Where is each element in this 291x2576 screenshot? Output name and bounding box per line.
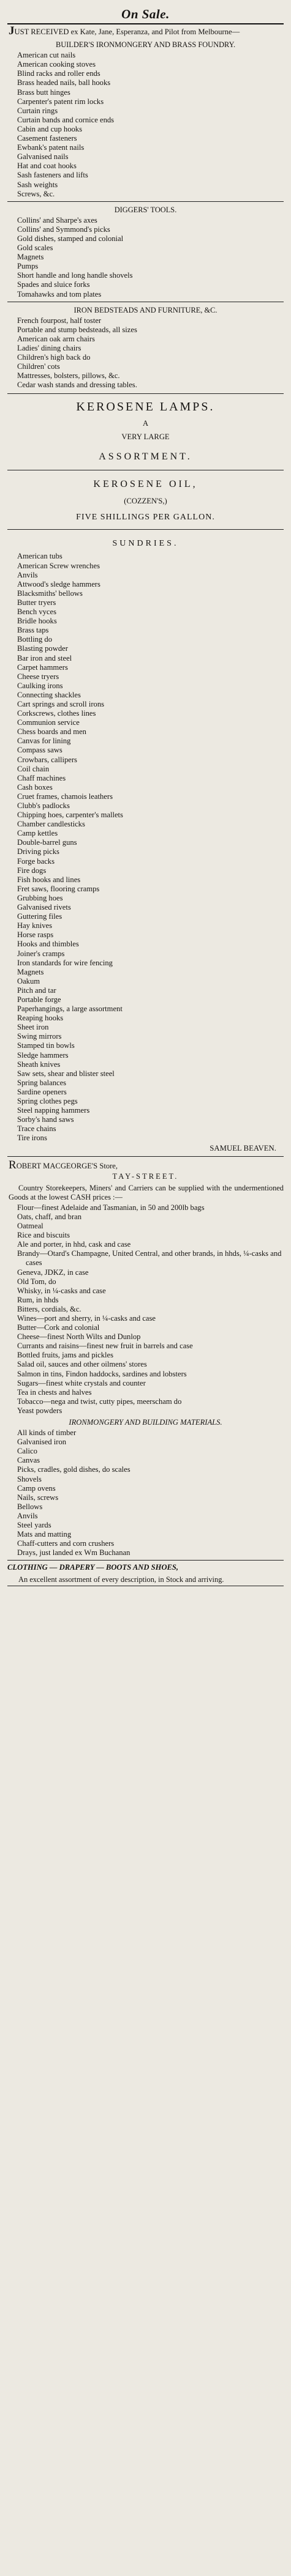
list-item: Children's high back do <box>17 353 91 362</box>
divider <box>7 529 284 530</box>
list-item: Clubb's padlocks <box>17 801 70 810</box>
list-item: Casement fasteners <box>17 134 77 143</box>
list-item: Anvils <box>17 1511 38 1520</box>
list-item: Corkscrews, clothes lines <box>17 709 96 718</box>
list-item: Sardine openers <box>17 1087 67 1096</box>
list-item: Brass taps <box>17 626 49 635</box>
list-item: Connecting shackles <box>17 690 81 699</box>
list-item: Chess boards and men <box>17 727 86 737</box>
list-item: Sheet iron <box>17 1023 49 1032</box>
list-item: Iron standards for wire fencing <box>17 958 113 967</box>
list-item: Fret saws, flooring cramps <box>17 884 100 893</box>
list-item: Rum, in hhds <box>17 1295 59 1304</box>
list-item: Picks, cradles, gold dishes, do scales <box>17 1465 130 1474</box>
list-item: Brass butt hinges <box>17 87 70 97</box>
list-item: Ewbank's patent nails <box>17 143 85 152</box>
list-item: Pitch and tar <box>17 985 56 995</box>
list-item: American oak arm chairs <box>17 334 95 343</box>
section-heading-ironmongery: IRONMONGERY AND BUILDING MATERIALS. <box>69 1418 222 1427</box>
divider <box>7 1156 284 1157</box>
list-item: Blacksmiths' bellows <box>17 588 83 598</box>
list-item: Joiner's cramps <box>17 949 65 958</box>
list-item: Chamber candlesticks <box>17 820 85 829</box>
divider <box>7 201 284 202</box>
list-item: Cheese—finest North Wilts and Dunlop <box>17 1332 141 1342</box>
list-item: Oatmeal <box>17 1222 43 1231</box>
list-item: Gold dishes, stamped and colonial <box>17 234 124 243</box>
kerosene-a: A <box>142 419 149 428</box>
list-item: Chaff machines <box>17 773 66 782</box>
robert-street: TAY-STREET. <box>112 1171 179 1181</box>
list-item: Tire irons <box>17 1134 47 1143</box>
list-item: Wines—port and sherry, in ¼-casks and case <box>17 1313 156 1323</box>
list-item: Whisky, in ¼-casks and case <box>17 1286 106 1295</box>
ironmongery-list <box>7 1428 284 1557</box>
list-item: Galvanised rivets <box>17 903 71 912</box>
intro-paragraph <box>9 24 284 37</box>
list-item: Brandy—Otard's Champagne, United Central, and other brands, in hhds, ¼-casks and cases <box>17 1249 282 1268</box>
list-item: Carpet hammers <box>17 663 68 672</box>
list-item: Flour—finest Adelaide and Tasmanian, in 50 and 200lb bags <box>17 1203 205 1212</box>
list-item: Magnets <box>17 967 44 976</box>
list-item: Guttering files <box>17 912 62 921</box>
kerosene-oil-heading: KEROSENE OIL, <box>93 479 198 490</box>
sundries-list <box>7 552 284 1143</box>
robert-heading <box>9 1160 284 1171</box>
kerosene-very-large: VERY LARGE <box>121 432 170 442</box>
list-item: Tea in chests and halves <box>17 1387 92 1397</box>
list-item: Canvas for lining <box>17 737 71 746</box>
list-item: Cheese tryers <box>17 672 59 681</box>
list-item: Spring clothes pegs <box>17 1097 78 1105</box>
drop-cap: R <box>9 1158 17 1171</box>
list-item: Collins' and Symmond's picks <box>17 225 110 234</box>
list-item: Brass headed nails, ball hooks <box>17 78 111 87</box>
list-item: Camp ovens <box>17 1483 56 1493</box>
section-heading-sundries: SUNDRIES. <box>112 539 179 549</box>
list-item: Cedar wash stands and dressing tables. <box>17 380 137 390</box>
section-heading-builders: BUILDER'S IRONMONGERY AND BRASS FOUNDRY. <box>55 40 236 50</box>
list-item: Horse rasps <box>17 930 54 940</box>
list-item: Mattresses, bolsters, pillows, &c. <box>17 371 120 380</box>
list-item: Hat and coat hooks <box>17 161 77 171</box>
signature: SAMUEL BEAVEN. <box>210 1144 276 1153</box>
list-item: Spades and sluice forks <box>17 280 90 289</box>
list-item: Tobacco—nega and twist, cutty pipes, meerscham do <box>17 1397 182 1406</box>
list-item: Forge backs <box>17 856 55 866</box>
list-item: Steel yards <box>17 1521 51 1530</box>
list-item: Curtain rings <box>17 106 58 115</box>
goods-list <box>7 1203 284 1416</box>
list-item: Ladies' dining chairs <box>17 344 81 352</box>
list-item: Butter—Cork and colonial <box>17 1323 100 1332</box>
closing-paragraph: An excellent assortment of every description, in Stock and arriving. <box>18 1575 224 1584</box>
list-item: Attwood's sledge hammers <box>17 579 100 588</box>
list-item: Saw sets, shear and blister steel <box>17 1069 115 1078</box>
list-item: Camp kettles <box>17 829 58 838</box>
list-item: Old Tom, do <box>17 1277 56 1286</box>
list-item: Bottling do <box>17 635 53 644</box>
list-item: Galvanised iron <box>17 1438 67 1447</box>
list-item: Galvanised nails <box>17 152 69 161</box>
list-item: All kinds of timber <box>17 1428 77 1438</box>
list-item: Sugars—finest white crystals and counter <box>17 1378 146 1387</box>
list-item: Bar iron and steel <box>17 653 72 663</box>
list-item: Calico <box>17 1447 37 1456</box>
list-item: Sash weights <box>17 180 58 189</box>
list-item: Fish hooks and lines <box>17 875 81 884</box>
list-item: Drays, just landed ex Wm Buchanan <box>17 1548 130 1557</box>
kerosene-cozzens: (COZZEN'S,) <box>124 497 167 506</box>
list-item: Sledge hammers <box>17 1050 69 1060</box>
list-item: Reaping hooks <box>17 1014 64 1023</box>
list-item: Bellows <box>17 1502 43 1511</box>
list-item: Coil chain <box>17 764 50 773</box>
list-item: Chipping hoes, carpenter's mallets <box>17 811 123 820</box>
list-item: Ale and porter, in hhd, cask and case <box>17 1240 131 1249</box>
list-item: Butter tryers <box>17 598 56 607</box>
list-item: Bench vyces <box>17 607 56 617</box>
robert-text: OBERT MACGEORGE'S Store, <box>16 1161 118 1170</box>
list-item: Trace chains <box>17 1124 56 1134</box>
list-item: Grubbing hoes <box>17 893 63 902</box>
list-item: Blind racks and roller ends <box>17 69 100 78</box>
list-item: Caulking irons <box>17 681 63 690</box>
notice-paragraph: Country Storekeepers, Miners' and Carriers can be supplied with the undermentioned Goods at the lowest CASH prices :— <box>9 1183 284 1201</box>
list-item: Blasting powder <box>17 644 68 653</box>
list-item: Cabin and cup hooks <box>17 124 82 133</box>
list-item: Double-barrel guns <box>17 838 77 847</box>
drop-cap: J <box>9 24 15 37</box>
list-item: Bridle hooks <box>17 617 57 626</box>
list-item: Oats, chaff, and bran <box>17 1212 82 1221</box>
list-item: Curtain bands and cornice ends <box>17 115 115 124</box>
list-item: Collins' and Sharpe's axes <box>17 215 97 225</box>
kerosene-lamps-heading: KEROSENE LAMPS. <box>76 400 215 414</box>
list-item: Salad oil, sauces and other oilmens' stores <box>17 1360 147 1369</box>
list-item: Crowbars, callipers <box>17 755 77 764</box>
list-item: Gold scales <box>17 243 53 253</box>
list-item: American tubs <box>17 552 62 561</box>
list-item: Shovels <box>17 1474 42 1483</box>
list-item: American Screw wrenches <box>17 561 100 570</box>
list-item: Cruet frames, chamois leathers <box>17 792 113 801</box>
list-item: Compass saws <box>17 746 62 755</box>
list-item: Cart springs and scroll irons <box>17 699 105 708</box>
kerosene-assortment: ASSORTMENT. <box>99 451 192 462</box>
list-item: Portable and stump bedsteads, all sizes <box>17 325 137 334</box>
list-item: Magnets <box>17 253 44 262</box>
list-item: Currants and raisins—finest new fruit in barrels and case <box>17 1342 193 1351</box>
list-item: Carpenter's patent rim locks <box>17 97 104 106</box>
kerosene-price: FIVE SHILLINGS PER GALLON. <box>76 513 215 522</box>
list-item: Yeast powders <box>17 1406 62 1415</box>
list-item: Steel napping hammers <box>17 1106 90 1115</box>
list-item: Spring balances <box>17 1078 67 1087</box>
list-item: Communion service <box>17 718 80 727</box>
list-item: Screws, &c. <box>17 189 55 198</box>
divider <box>7 23 284 24</box>
list-item: Salmon in tins, Findon haddocks, sardines and lobsters <box>17 1369 187 1378</box>
list-item: Rice and biscuits <box>17 1231 70 1240</box>
list-item: Paperhangings, a large assortment <box>17 1004 123 1014</box>
list-item: French fourpost, half toster <box>17 316 102 325</box>
list-item: Fire dogs <box>17 866 47 875</box>
divider <box>7 393 284 394</box>
section-heading-diggers: DIGGERS' TOOLS. <box>114 205 177 214</box>
list-item: Portable forge <box>17 995 61 1004</box>
list-item: Chaff-cutters and corn crushers <box>17 1539 115 1548</box>
bedsteads-list <box>7 316 284 390</box>
diggers-list <box>7 216 284 299</box>
list-item: Sash fasteners and lifts <box>17 171 88 180</box>
list-item: Sorby's hand saws <box>17 1115 74 1124</box>
list-item: Tomahawks and tom plates <box>17 289 102 299</box>
list-item: Anvils <box>17 570 38 579</box>
list-item: Driving picks <box>17 847 59 856</box>
page-title: On Sale. <box>121 7 170 21</box>
list-item: Oakum <box>17 976 40 985</box>
list-item: Sheath knives <box>17 1060 61 1069</box>
section-heading-bedsteads: IRON BEDSTEADS AND FURNITURE, &C. <box>74 305 217 314</box>
list-item: Hay knives <box>17 921 53 930</box>
builders-list <box>7 51 284 199</box>
list-item: Mats and matting <box>17 1530 72 1539</box>
list-item: Hooks and thimbles <box>17 940 79 949</box>
list-item: American cooking stoves <box>17 60 96 69</box>
divider <box>7 1560 284 1561</box>
list-item: Nails, screws <box>17 1493 59 1502</box>
list-item: Bitters, cordials, &c. <box>17 1304 81 1313</box>
list-item: Stamped tin bowls <box>17 1041 75 1050</box>
clothing-heading: CLOTHING — DRAPERY — BOOTS AND SHOES, <box>7 1563 179 1572</box>
list-item: Bottled fruits, jams and pickles <box>17 1351 114 1360</box>
intro-text: UST RECEIVED ex Kate, Jane, Esperanza, and Pilot from Melbourne— <box>14 28 240 36</box>
list-item: Short handle and long handle shovels <box>17 271 133 280</box>
list-item: Geneva, JDKZ, in case <box>17 1268 89 1277</box>
list-item: Children' cots <box>17 362 60 371</box>
list-item: Pumps <box>17 262 39 271</box>
advertisement-column <box>7 0 284 1586</box>
list-item: American cut nails <box>17 51 76 60</box>
list-item: Canvas <box>17 1456 40 1465</box>
list-item: Swing mirrors <box>17 1032 62 1041</box>
list-item: Cash boxes <box>17 782 53 792</box>
